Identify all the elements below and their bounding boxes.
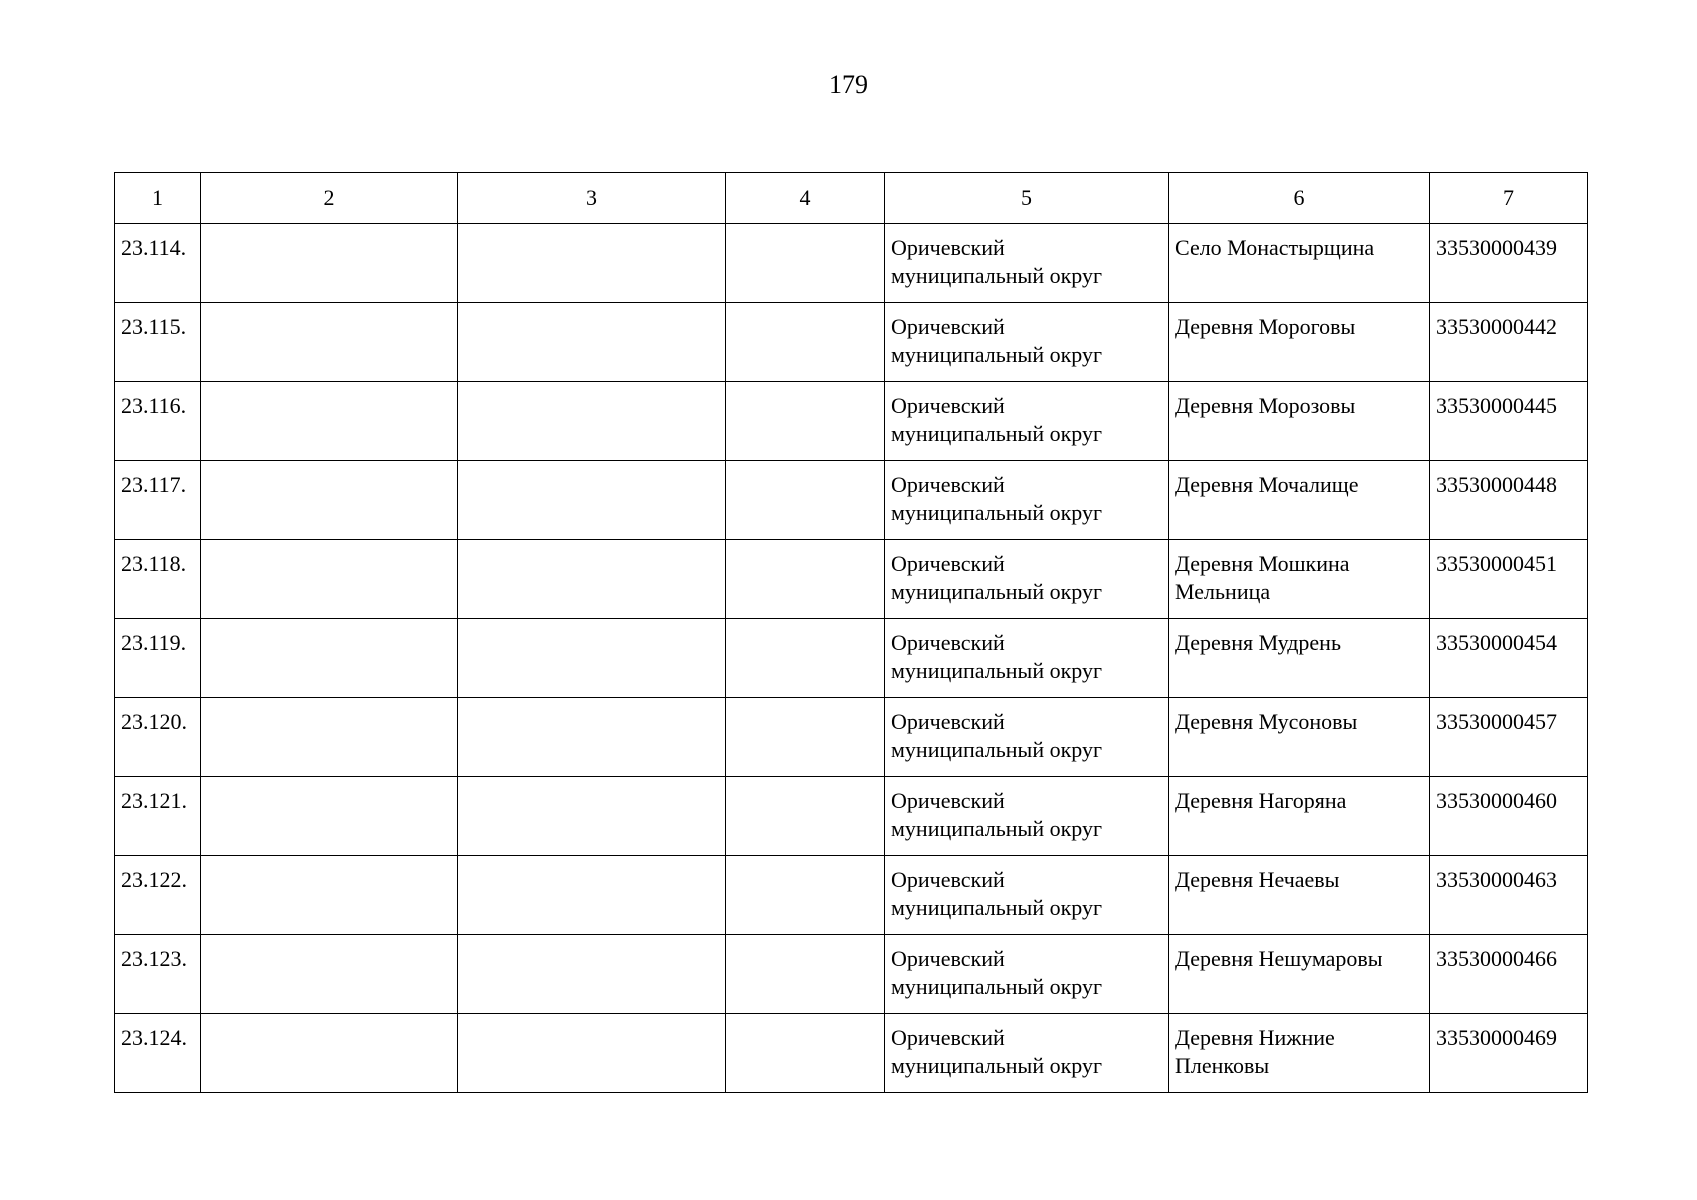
- oktmo-code-cell: 33530000445: [1430, 382, 1588, 461]
- settlement-cell: Деревня Мусоновы: [1169, 698, 1430, 777]
- district-cell: Оричевский муниципальный округ: [885, 698, 1169, 777]
- column-3-cell: [458, 777, 726, 856]
- column-2-cell: [201, 619, 458, 698]
- district-cell: Оричевский муниципальный округ: [885, 856, 1169, 935]
- settlement-cell: Деревня Нечаевы: [1169, 856, 1430, 935]
- column-4-cell: [726, 461, 885, 540]
- district-cell: Оричевский муниципальный округ: [885, 935, 1169, 1014]
- column-3-cell: [458, 382, 726, 461]
- settlement-cell: Деревня Мошкина Мельница: [1169, 540, 1430, 619]
- column-3-cell: [458, 224, 726, 303]
- column-3-cell: [458, 303, 726, 382]
- table-row: [115, 1014, 1588, 1093]
- column-3-cell: [458, 856, 726, 935]
- column-2-cell: [201, 540, 458, 619]
- row-number-cell: 23.124.: [115, 1014, 201, 1093]
- settlement-cell: Деревня Морозовы: [1169, 382, 1430, 461]
- column-2-cell: [201, 224, 458, 303]
- oktmo-code-cell: 33530000451: [1430, 540, 1588, 619]
- column-header: 7: [1430, 173, 1588, 224]
- oktmo-code-cell: 33530000454: [1430, 619, 1588, 698]
- column-4-cell: [726, 777, 885, 856]
- column-header: 5: [885, 173, 1169, 224]
- settlement-cell: Село Монастырщина: [1169, 224, 1430, 303]
- column-header: 2: [201, 173, 458, 224]
- table-row: [115, 303, 1588, 382]
- row-number-cell: 23.114.: [115, 224, 201, 303]
- table-row: [115, 461, 1588, 540]
- column-4-cell: [726, 698, 885, 777]
- settlement-cell: Деревня Мудрень: [1169, 619, 1430, 698]
- column-2-cell: [201, 856, 458, 935]
- district-cell: Оричевский муниципальный округ: [885, 777, 1169, 856]
- table-row: [115, 698, 1588, 777]
- page-number: 179: [829, 70, 868, 99]
- column-4-cell: [726, 303, 885, 382]
- column-3-cell: [458, 935, 726, 1014]
- row-number-cell: 23.119.: [115, 619, 201, 698]
- row-number-cell: 23.118.: [115, 540, 201, 619]
- table-row: [115, 619, 1588, 698]
- row-number-cell: 23.121.: [115, 777, 201, 856]
- column-4-cell: [726, 935, 885, 1014]
- table-body: [115, 224, 1588, 1093]
- settlement-cell: Деревня Мороговы: [1169, 303, 1430, 382]
- table-row: [115, 540, 1588, 619]
- column-4-cell: [726, 540, 885, 619]
- column-2-cell: [201, 777, 458, 856]
- row-number-cell: 23.115.: [115, 303, 201, 382]
- table-row: [115, 935, 1588, 1014]
- settlement-cell: Деревня Нагоряна: [1169, 777, 1430, 856]
- column-2-cell: [201, 303, 458, 382]
- column-header: 6: [1169, 173, 1430, 224]
- column-header: 3: [458, 173, 726, 224]
- district-cell: Оричевский муниципальный округ: [885, 303, 1169, 382]
- table-row: [115, 224, 1588, 303]
- oktmo-code-cell: 33530000439: [1430, 224, 1588, 303]
- district-cell: Оричевский муниципальный округ: [885, 619, 1169, 698]
- district-cell: Оричевский муниципальный округ: [885, 382, 1169, 461]
- oktmo-code-cell: 33530000442: [1430, 303, 1588, 382]
- column-header: 4: [726, 173, 885, 224]
- oktmo-code-cell: 33530000463: [1430, 856, 1588, 935]
- settlement-cell: Деревня Нешумаровы: [1169, 935, 1430, 1014]
- settlement-register-table: [114, 172, 1588, 1093]
- district-cell: Оричевский муниципальный округ: [885, 1014, 1169, 1093]
- settlement-cell: Деревня Мочалище: [1169, 461, 1430, 540]
- district-cell: Оричевский муниципальный округ: [885, 461, 1169, 540]
- column-3-cell: [458, 698, 726, 777]
- row-number-cell: 23.116.: [115, 382, 201, 461]
- table-row: [115, 856, 1588, 935]
- district-cell: Оричевский муниципальный округ: [885, 224, 1169, 303]
- column-3-cell: [458, 540, 726, 619]
- oktmo-code-cell: 33530000457: [1430, 698, 1588, 777]
- row-number-cell: 23.123.: [115, 935, 201, 1014]
- column-2-cell: [201, 698, 458, 777]
- column-header: 1: [115, 173, 201, 224]
- oktmo-code-cell: 33530000469: [1430, 1014, 1588, 1093]
- oktmo-code-cell: 33530000460: [1430, 777, 1588, 856]
- column-3-cell: [458, 461, 726, 540]
- column-4-cell: [726, 1014, 885, 1093]
- oktmo-code-cell: 33530000466: [1430, 935, 1588, 1014]
- column-2-cell: [201, 382, 458, 461]
- column-4-cell: [726, 856, 885, 935]
- settlement-cell: Деревня Нижние Пленковы: [1169, 1014, 1430, 1093]
- table-row: [115, 382, 1588, 461]
- column-4-cell: [726, 619, 885, 698]
- oktmo-code-cell: 33530000448: [1430, 461, 1588, 540]
- row-number-cell: 23.120.: [115, 698, 201, 777]
- column-2-cell: [201, 935, 458, 1014]
- row-number-cell: 23.122.: [115, 856, 201, 935]
- column-number-row: [115, 173, 1588, 224]
- column-4-cell: [726, 382, 885, 461]
- column-3-cell: [458, 1014, 726, 1093]
- district-cell: Оричевский муниципальный округ: [885, 540, 1169, 619]
- column-2-cell: [201, 1014, 458, 1093]
- table-row: [115, 777, 1588, 856]
- column-3-cell: [458, 619, 726, 698]
- column-4-cell: [726, 224, 885, 303]
- row-number-cell: 23.117.: [115, 461, 201, 540]
- column-2-cell: [201, 461, 458, 540]
